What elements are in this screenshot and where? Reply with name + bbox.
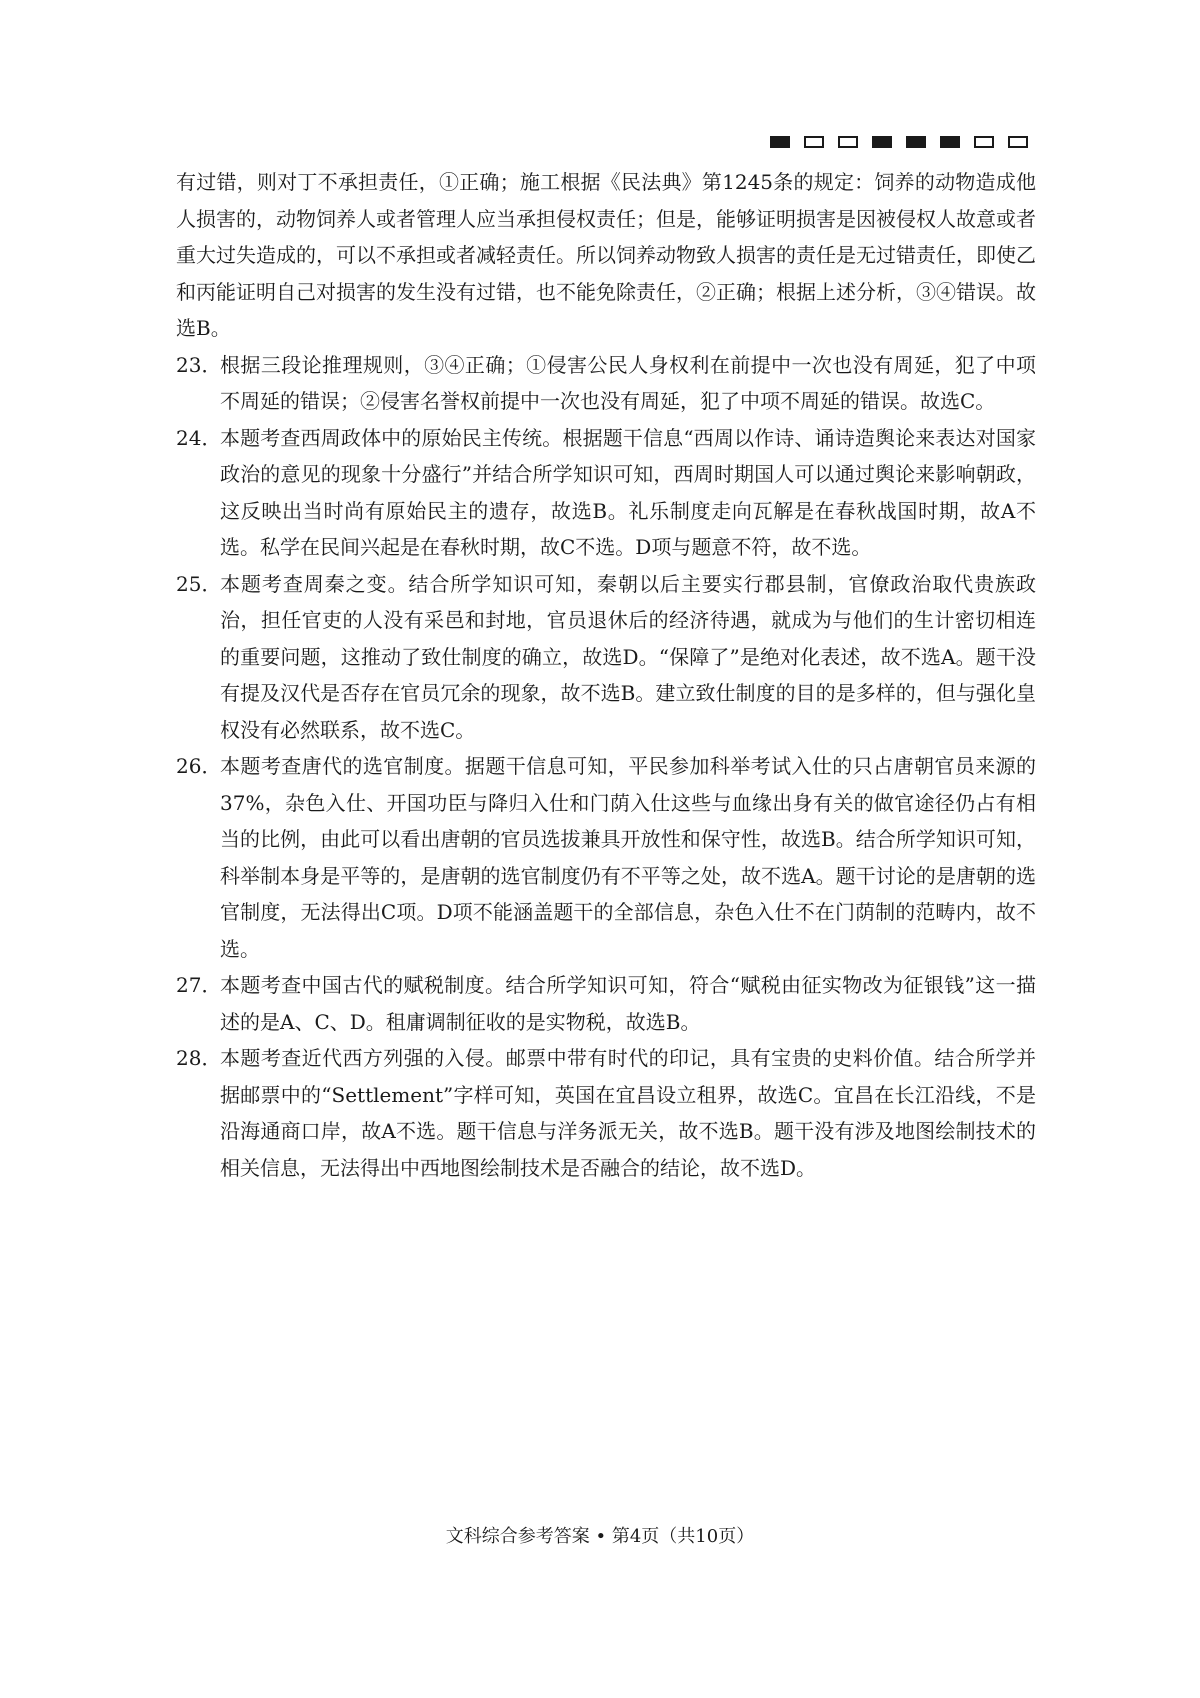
continuation-paragraph: 有过错，则对丁不承担责任，①正确；施工根据《民法典》第1245条的规定：饲养的动物造成他人损害的，动物饲养人或者管理人应当承担侵权责任；但是，能够证明损害是因被侵权人故意或者重大过失造成的，可以不承担或者减轻责任。所以饲养动物致人损害的责任是无过错责任，即使乙和丙能证明自己对损害的发生没有过错，也不能免除责任，②正确；根据上述分析，③④错误。故选B。 [176,170,1036,340]
header-mark [974,136,994,148]
answer-item-27 [176,967,1036,1040]
header-mark [770,136,790,148]
header-mark [1008,136,1028,148]
answer-item-26 [176,748,1036,967]
answer-item-23 [176,347,1036,420]
item-number: 28． [176,1046,222,1070]
item-text: 本题考查西周政体中的原始民主传统。根据题干信息“西周以作诗、诵诗造舆论来表达对国家政治的意见的现象十分盛行”并结合所学知识可知，西周时期国人可以通过舆论来影响朝政，这反映出当时尚有原始民主的遗存，故选B。礼乐制度走向瓦解是在春秋战国时期，故A不选。私学在民间兴起是在春秋时期，故C不选。D项与题意不符，故不选。 [220,425,1036,559]
item-text: 根据三段论推理规则，③④正确；①侵害公民人身权利在前提中一次也没有周延，犯了中项不周延的错误；②侵害名誉权前提中一次也没有周延，犯了中项不周延的错误。故选C。 [220,352,1036,413]
answer-body [176,164,1036,1186]
header-mark [906,136,926,148]
item-number: 26． [176,754,222,778]
item-number: 24． [176,425,222,450]
item-text: 本题考查近代西方列强的入侵。邮票中带有时代的印记，具有宝贵的史料价值。结合所学并据邮票中的“Settlement”字样可知，英国在宜昌设立租界，故选C。宜昌在长江沿线，不是沿海通商口岸，故A不选。题干信息与洋务派无关，故不选B。题干没有涉及地图绘制技术的相关信息，无法得出中西地图绘制技术是否融合的结论，故不选D。 [220,1046,1036,1180]
item-number: 27． [176,973,222,997]
item-text: 本题考查周秦之变。结合所学知识可知，秦朝以后主要实行郡县制，官僚政治取代贵族政治，担任官吏的人没有采邑和封地，官员退休后的经济待遇，就成为与他们的生计密切相连的重要问题，这推动了致仕制度的确立，故选D。“保障了”是绝对化表述，故不选A。题干没有提及汉代是否存在官员冗余的现象，故不选B。建立致仕制度的目的是多样的，但与强化皇权没有必然联系，故不选C。 [220,571,1036,742]
page-footer: 文科综合参考答案 • 第4页（共10页） [445,1526,755,1547]
item-text: 本题考查唐代的选官制度。据题干信息可知，平民参加科举考试入仕的只占唐朝官员来源的37%，杂色入仕、开国功臣与降归入仕和门荫入仕这些与血缘出身有关的做官途径仍占有相当的比例，由此可以看出唐朝的官员选拔兼具开放性和保守性，故选B。结合所学知识可知，科举制本身是平等的，是唐朝的选官制度仍有不平等之处，故不选A。题干讨论的是唐朝的选官制度，无法得出C项。D项不能涵盖题干的全部信息，杂色入仕不在门荫制的范畴内，故不选。 [220,754,1036,961]
header-mark [838,136,858,148]
answer-item-25 [176,566,1036,749]
item-number: 23． [176,352,222,377]
answer-item-24 [176,420,1036,566]
header-mark [872,136,892,148]
answer-item-28 [176,1040,1036,1186]
header-mark [804,136,824,148]
header-marks [770,136,1028,148]
item-number: 25． [176,571,222,596]
header-mark [940,136,960,148]
item-text: 本题考查中国古代的赋税制度。结合所学知识可知，符合“赋税由征实物改为征银钱”这一描述的是A、C、D。租庸调制征收的是实物税，故选B。 [220,973,1036,1034]
